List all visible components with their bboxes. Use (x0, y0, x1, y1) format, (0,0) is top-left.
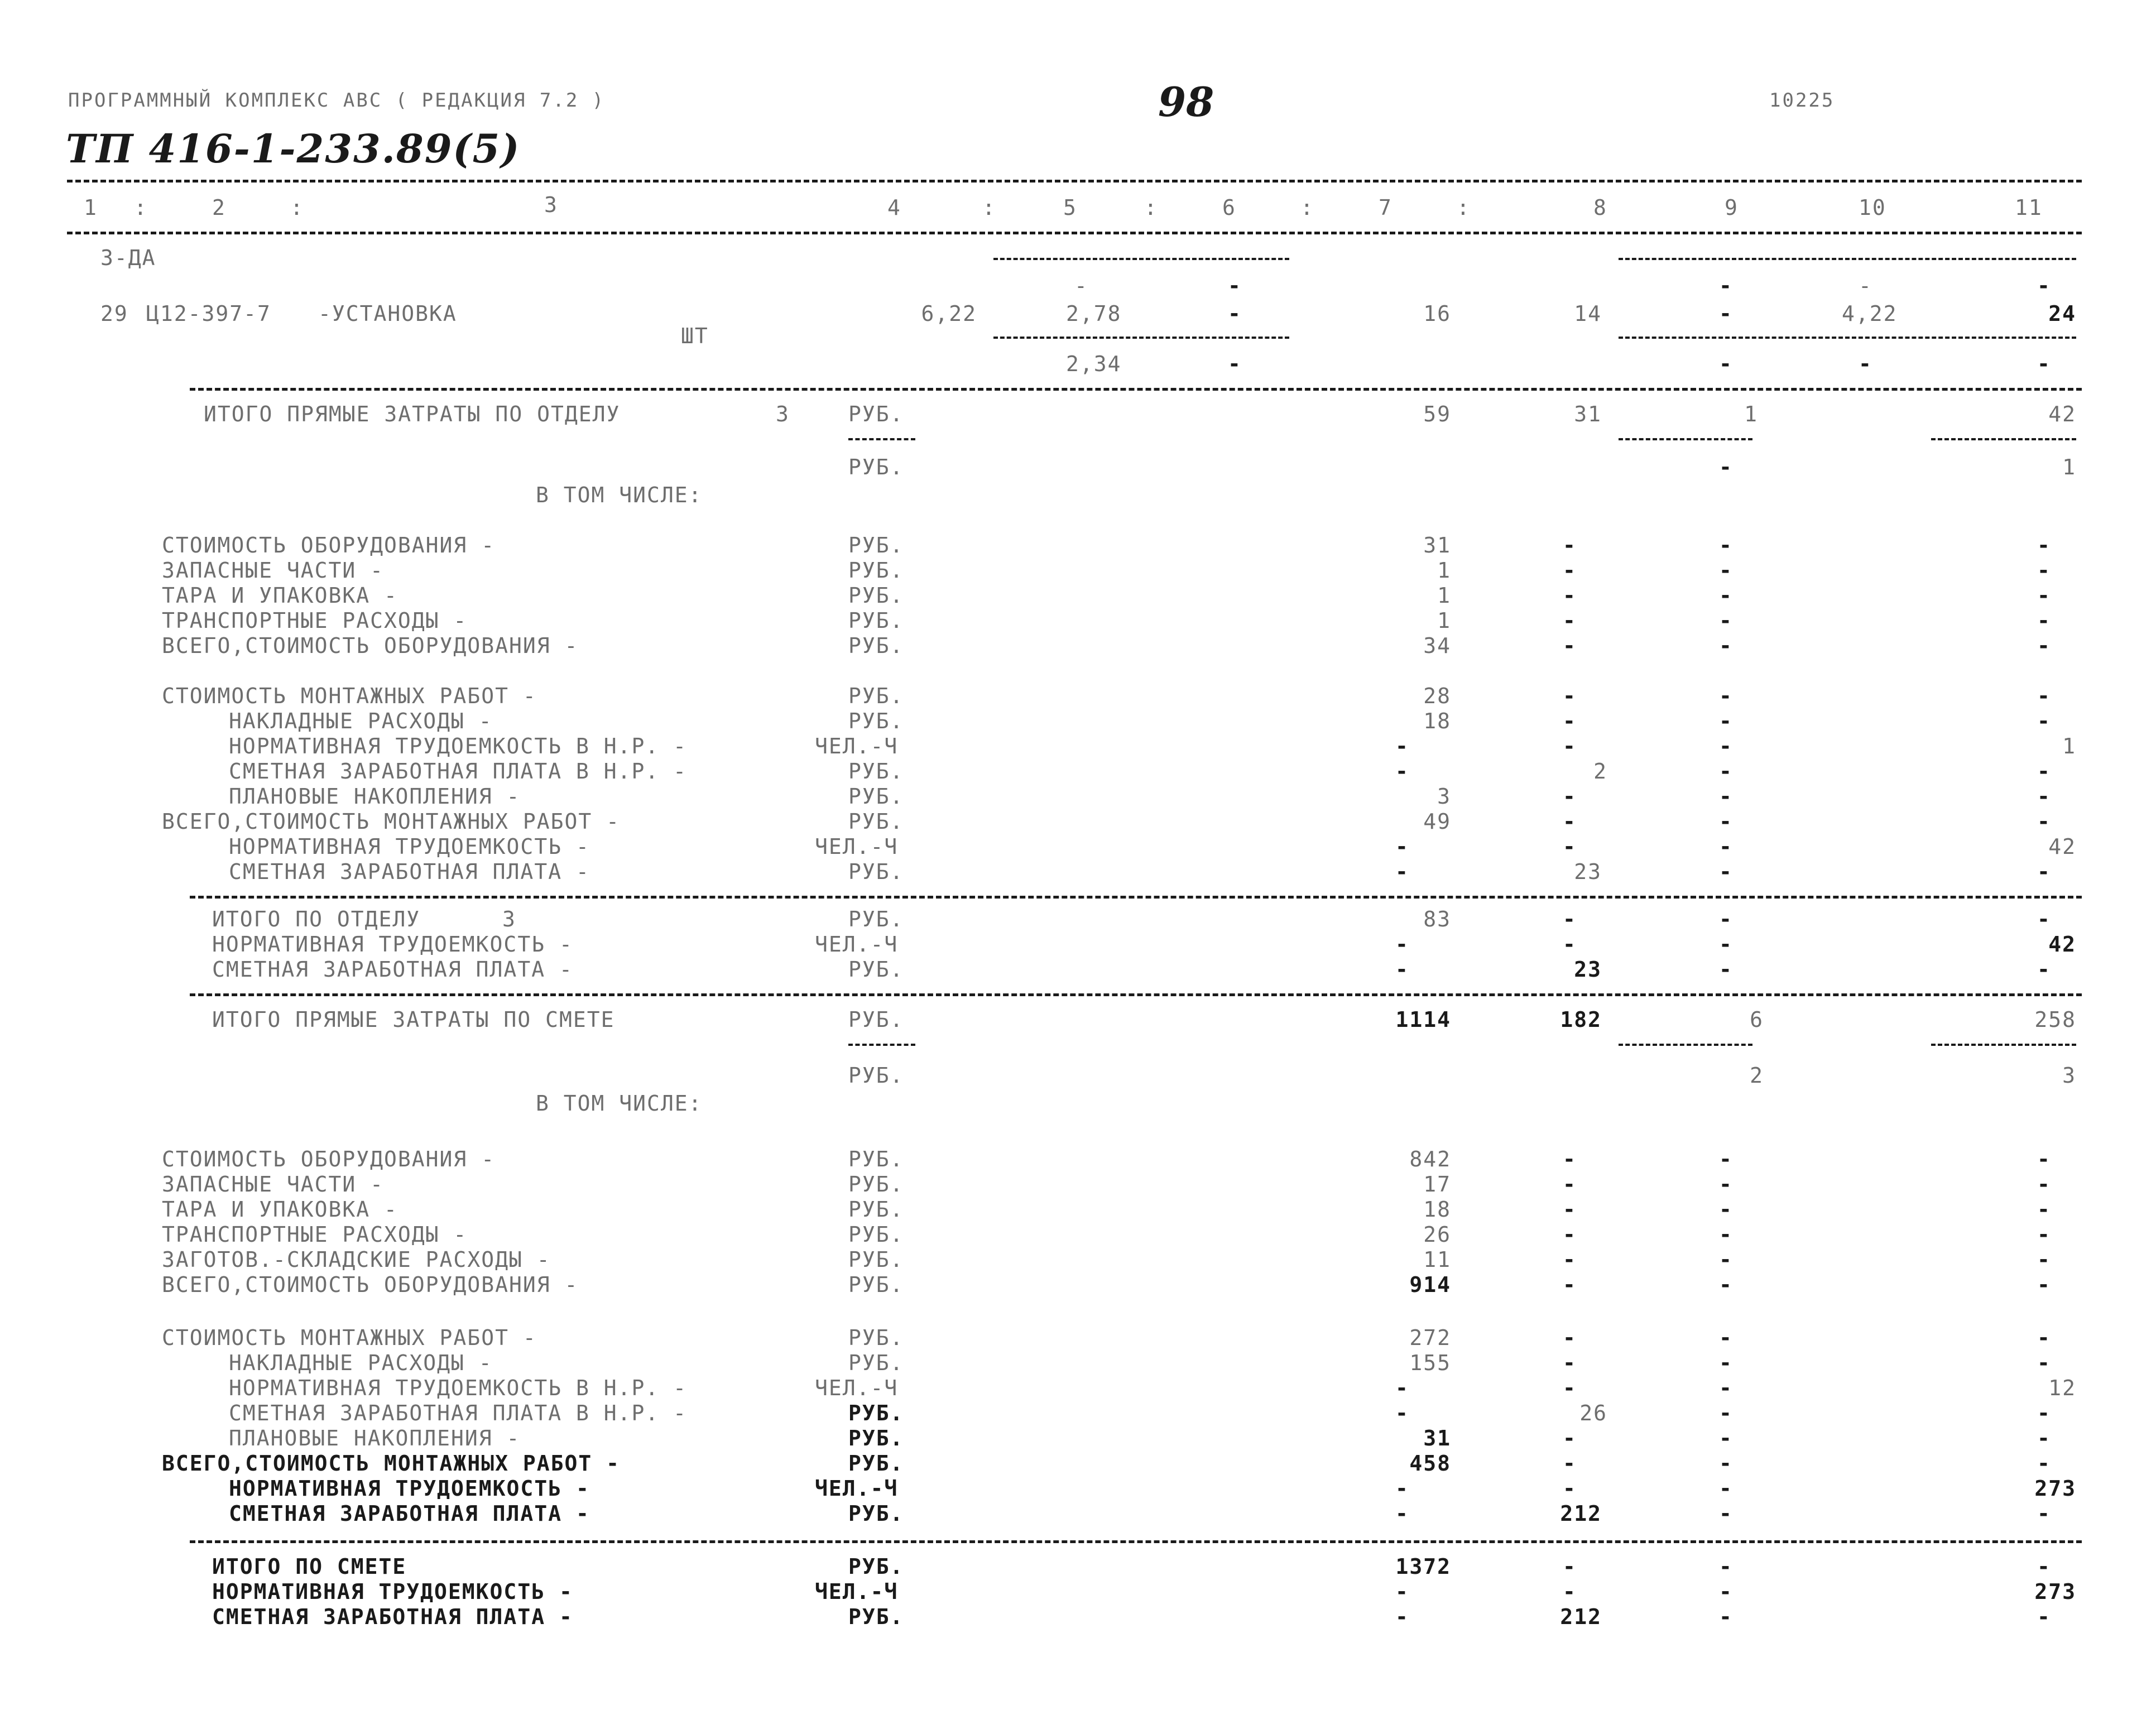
dash: - (1719, 1579, 1733, 1604)
dash: - (1859, 352, 1872, 376)
item-col11: 24 (2048, 301, 2076, 326)
unit-chelch: ЧЕЛ.-Ч (815, 1476, 899, 1501)
dash: - (2037, 684, 2051, 708)
rule (190, 896, 2082, 899)
rule (1619, 1044, 1752, 1046)
label-planned: ПЛАНОВЫЕ НАКОПЛЕНИЯ - (229, 784, 521, 809)
value: 458 (1409, 1451, 1451, 1476)
value: 42 (2048, 932, 2076, 957)
dash: - (2037, 1501, 2051, 1526)
dash: - (1395, 1476, 1409, 1501)
value: 26 (1579, 1401, 1607, 1425)
dash: - (1563, 633, 1577, 658)
program-line: ПРОГРАММНЫЙ КОМПЛЕКС АВС ( РЕДАКЦИЯ 7.2 ) (68, 89, 606, 112)
unit-rub: РУБ. (848, 633, 904, 658)
dept-direct-c8: 31 (1574, 402, 1602, 426)
unit-rub: РУБ. (848, 1007, 904, 1032)
value: 17 (1423, 1172, 1451, 1197)
dash: - (1228, 352, 1242, 376)
dash: - (1395, 1605, 1409, 1629)
dash: - (1563, 1426, 1577, 1450)
estimate-in-that: В ТОМ ЧИСЛЕ: (536, 1091, 703, 1116)
dash: - (1563, 1325, 1577, 1350)
unit-rub: РУБ. (848, 1197, 904, 1222)
dash: - (1563, 834, 1577, 859)
value: 1 (1437, 558, 1451, 583)
dash: - (2037, 533, 2051, 558)
item-qty: 6,22 (921, 301, 977, 326)
rule (67, 232, 2082, 234)
dash: - (1563, 1451, 1577, 1476)
unit-rub: РУБ. (848, 709, 904, 733)
col-num-4: 4 (887, 195, 901, 220)
dash: - (2037, 1401, 2051, 1425)
dash: - (2037, 1451, 2051, 1476)
dash: - (1719, 455, 1733, 479)
dash: - (1395, 834, 1409, 859)
unit-rub: РУБ. (848, 1501, 904, 1526)
dash: - (1563, 709, 1577, 733)
dash: - (2037, 1351, 2051, 1375)
unit-rub: РУБ. (848, 533, 904, 558)
item-col6: - (1228, 301, 1242, 326)
dash: - (1563, 1272, 1577, 1297)
value: 31 (1423, 533, 1451, 558)
unit-chelch: ЧЕЛ.-Ч (815, 734, 899, 758)
value: 3 (1437, 784, 1451, 809)
dash: - (2037, 1172, 2051, 1197)
dash: - (1563, 1147, 1577, 1171)
unit-rub: РУБ. (848, 1247, 904, 1272)
col-num-1: 1 (84, 195, 98, 220)
dash: - (1563, 1197, 1577, 1222)
dept-number: 3 (776, 402, 790, 426)
label-equipment-cost: СТОИМОСТЬ ОБОРУДОВАНИЯ - (162, 533, 496, 558)
label-planned: ПЛАНОВЫЕ НАКОПЛЕНИЯ - (229, 1426, 521, 1450)
dept-direct-c9: 1 (1744, 402, 1758, 426)
rule (190, 1540, 2082, 1543)
dash: - (1563, 1376, 1577, 1400)
dash: - (1719, 633, 1733, 658)
item-col9: - (1719, 301, 1733, 326)
dash: - (1563, 1579, 1577, 1604)
dash: - (1395, 1501, 1409, 1526)
unit-rub: РУБ. (848, 684, 904, 708)
rule (67, 180, 2082, 182)
value: 3 (2062, 1063, 2076, 1088)
dash: - (1395, 1401, 1409, 1425)
col-sep: : (1457, 195, 1471, 220)
dash: - (1719, 533, 1733, 558)
value: 42 (2048, 834, 2076, 859)
dash: - (1719, 1426, 1733, 1450)
value: 258 (2034, 1007, 2076, 1032)
label-procurement: ЗАГОТОВ.-СКЛАДСКИЕ РАСХОДЫ - (162, 1247, 551, 1272)
value: 1 (2062, 734, 2076, 758)
code-right: 10225 (1769, 89, 1835, 112)
label-wage: СМЕТНАЯ ЗАРАБОТНАЯ ПЛАТА - (212, 1605, 573, 1629)
unit-rub: РУБ. (848, 759, 904, 784)
value: 34 (1423, 633, 1451, 658)
col-num-5: 5 (1063, 195, 1077, 220)
label-equipment-total: ВСЕГО,СТОИМОСТЬ ОБОРУДОВАНИЯ - (162, 1272, 579, 1297)
dash: - (2037, 1605, 2051, 1629)
dash: - (1719, 1451, 1733, 1476)
unit-chelch: ЧЕЛ.-Ч (815, 932, 899, 957)
rule (848, 438, 915, 440)
value: 272 (1409, 1325, 1451, 1350)
dash: - (1859, 273, 1872, 298)
dash: - (1563, 809, 1577, 834)
value: 2 (1750, 1063, 1764, 1088)
dash: - (2037, 352, 2051, 376)
label-norm-labor-hr: НОРМАТИВНАЯ ТРУДОЕМКОСТЬ В Н.Р. - (229, 734, 687, 758)
unit-rub: РУБ. (848, 558, 904, 583)
value: 83 (1423, 907, 1451, 931)
dash: - (1719, 759, 1733, 784)
value: 1114 (1395, 1007, 1451, 1032)
dash: - (2037, 759, 2051, 784)
label-wage: СМЕТНАЯ ЗАРАБОТНАЯ ПЛАТА - (212, 957, 573, 982)
dash: - (1719, 834, 1733, 859)
label-transport: ТРАНСПОРТНЫЕ РАСХОДЫ - (162, 608, 468, 633)
label-mount-cost: СТОИМОСТЬ МОНТАЖНЫХ РАБОТ - (162, 1325, 537, 1350)
unit-chelch: ЧЕЛ.-Ч (815, 1579, 899, 1604)
dash: - (1563, 734, 1577, 758)
value: 1 (1437, 583, 1451, 608)
unit-rub: РУБ. (848, 455, 904, 479)
unit-rub: РУБ. (848, 809, 904, 834)
label-wage-hr: СМЕТНАЯ ЗАРАБОТНАЯ ПЛАТА В Н.Р. - (229, 1401, 687, 1425)
dash: - (1719, 352, 1733, 376)
value: 18 (1423, 1197, 1451, 1222)
dash: - (1395, 1579, 1409, 1604)
unit-rub: РУБ. (848, 784, 904, 809)
dash: - (1719, 1476, 1733, 1501)
label-spare-parts: ЗАПАСНЫЕ ЧАСТИ - (162, 1172, 385, 1197)
dash: - (1395, 932, 1409, 957)
col-sep: : (1144, 195, 1158, 220)
rule (190, 388, 2082, 391)
value: 28 (1423, 684, 1451, 708)
label-norm-labor: НОРМАТИВНАЯ ТРУДОЕМКОСТЬ - (229, 834, 590, 859)
value: 11 (1423, 1247, 1451, 1272)
dept-in-that: В ТОМ ЧИСЛЕ: (536, 483, 703, 507)
value: 6 (1750, 1007, 1764, 1032)
dash: - (1563, 1172, 1577, 1197)
col-num-2: 2 (212, 195, 226, 220)
item-col5-top: 2,78 (1066, 301, 1122, 326)
dash: - (1719, 1325, 1733, 1350)
label-wage: СМЕТНАЯ ЗАРАБОТНАЯ ПЛАТА - (229, 859, 590, 884)
document-title: ТП 416-1-233.89(5) (66, 126, 521, 172)
unit-rub: РУБ. (848, 608, 904, 633)
estimate-direct-costs-label: ИТОГО ПРЯМЫЕ ЗАТРАТЫ ПО СМЕТЕ (212, 1007, 615, 1032)
dash: - (1563, 1554, 1577, 1579)
label-overhead: НАКЛАДНЫЕ РАСХОДЫ - (229, 709, 493, 733)
dash: - (2037, 583, 2051, 608)
dash: - (1719, 1172, 1733, 1197)
dash: - (1719, 684, 1733, 708)
value: 212 (1560, 1605, 1602, 1629)
unit-rub: РУБ. (848, 1554, 904, 1579)
unit-chelch: ЧЕЛ.-Ч (815, 834, 899, 859)
estimate-total-label: ИТОГО ПО СМЕТЕ (212, 1554, 407, 1579)
dash: - (1719, 932, 1733, 957)
value: 1 (1437, 608, 1451, 633)
dash: - (2037, 1426, 2051, 1450)
label-mount-total: ВСЕГО,СТОИМОСТЬ МОНТАЖНЫХ РАБОТ - (162, 1451, 620, 1476)
dash: - (1719, 1401, 1733, 1425)
dash: - (2037, 957, 2051, 982)
dash: - (1719, 1197, 1733, 1222)
col-sep: : (982, 195, 996, 220)
dash: - (1719, 1605, 1733, 1629)
value: 18 (1423, 709, 1451, 733)
dash: - (2037, 784, 2051, 809)
unit-rub: РУБ. (848, 859, 904, 884)
label-spare-parts: ЗАПАСНЫЕ ЧАСТИ - (162, 558, 385, 583)
dash: - (2037, 1554, 2051, 1579)
rule (1619, 337, 2076, 339)
dash: - (1563, 533, 1577, 558)
dash: - (1719, 1272, 1733, 1297)
dash: - (1563, 1247, 1577, 1272)
dash: - (2037, 633, 2051, 658)
rule (1619, 258, 2076, 260)
dash: - (1563, 1476, 1577, 1501)
unit-rub: РУБ. (848, 1325, 904, 1350)
dash: - (1563, 684, 1577, 708)
dash: - (1719, 784, 1733, 809)
dash: - (1563, 1351, 1577, 1375)
dash: - (1563, 932, 1577, 957)
dash: - (2037, 709, 2051, 733)
dash: - (1395, 1376, 1409, 1400)
value: 23 (1574, 957, 1602, 982)
dept-number: 3 (502, 907, 516, 931)
item-unit: ШТ (681, 324, 709, 348)
unit-rub: РУБ. (848, 1351, 904, 1375)
dept-direct-c11: 42 (2048, 402, 2076, 426)
col-num-10: 10 (1859, 195, 1886, 220)
label-transport: ТРАНСПОРТНЫЕ РАСХОДЫ - (162, 1222, 468, 1247)
value: 273 (2034, 1476, 2076, 1501)
label-mount-total: ВСЕГО,СТОИМОСТЬ МОНТАЖНЫХ РАБОТ - (162, 809, 620, 834)
unit-rub: РУБ. (848, 1222, 904, 1247)
col-num-8: 8 (1593, 195, 1607, 220)
dash: - (2037, 809, 2051, 834)
value: 12 (2048, 1376, 2076, 1400)
value: 842 (1409, 1147, 1451, 1171)
item-col5-bottom: 2,34 (1066, 352, 1122, 376)
rule (993, 337, 1289, 339)
dash: - (1719, 734, 1733, 758)
value: 273 (2034, 1579, 2076, 1604)
dash: - (1563, 558, 1577, 583)
col-num-7: 7 (1379, 195, 1392, 220)
unit-rub: РУБ. (848, 957, 904, 982)
value: 23 (1574, 859, 1602, 884)
label-wage: СМЕТНАЯ ЗАРАБОТНАЯ ПЛАТА - (229, 1501, 590, 1526)
col-num-3: 3 (544, 193, 558, 217)
dash: - (1719, 1501, 1733, 1526)
value: 31 (1423, 1426, 1451, 1450)
unit-rub: РУБ. (848, 1426, 904, 1450)
rule (1931, 1044, 2076, 1046)
value: 914 (1409, 1272, 1451, 1297)
unit-rub: РУБ. (848, 1172, 904, 1197)
dash: - (1719, 1147, 1733, 1171)
value: 26 (1423, 1222, 1451, 1247)
dash: - (1719, 859, 1733, 884)
rule (1619, 438, 1752, 440)
label-overhead: НАКЛАДНЫЕ РАСХОДЫ - (229, 1351, 493, 1375)
dash: - (1395, 734, 1409, 758)
item-col8: 14 (1574, 301, 1602, 326)
value: 182 (1560, 1007, 1602, 1032)
dept-direct-costs-label: ИТОГО ПРЯМЫЕ ЗАТРАТЫ ПО ОТДЕЛУ (204, 402, 621, 426)
dash: - (1719, 957, 1733, 982)
unit-rub: РУБ. (848, 1147, 904, 1171)
dash: - (1719, 273, 1733, 298)
unit-rub: РУБ. (848, 1401, 904, 1425)
dept-total-label: ИТОГО ПО ОТДЕЛУ (212, 907, 421, 931)
label-norm-labor-hr: НОРМАТИВНАЯ ТРУДОЕМКОСТЬ В Н.Р. - (229, 1376, 687, 1400)
col-num-11: 11 (2015, 195, 2043, 220)
unit-rub: РУБ. (848, 907, 904, 931)
item-col7: 16 (1423, 301, 1451, 326)
dash: - (2037, 1272, 2051, 1297)
label-equipment-cost: СТОИМОСТЬ ОБОРУДОВАНИЯ - (162, 1147, 496, 1171)
col-num-6: 6 (1222, 195, 1236, 220)
item-col10: 4,22 (1842, 301, 1898, 326)
unit-chelch: ЧЕЛ.-Ч (815, 1376, 899, 1400)
unit-rub: РУБ. (848, 402, 904, 426)
value: 49 (1423, 809, 1451, 834)
label-wage-hr: СМЕТНАЯ ЗАРАБОТНАЯ ПЛАТА В Н.Р. - (229, 759, 687, 784)
label-norm-labor: НОРМАТИВНАЯ ТРУДОЕМКОСТЬ - (212, 932, 573, 957)
dash: - (1719, 1247, 1733, 1272)
dash: - (1719, 1351, 1733, 1375)
dash: - (1719, 809, 1733, 834)
dash: - (2037, 1325, 2051, 1350)
dash: - (1563, 608, 1577, 633)
dash: - (1074, 273, 1088, 298)
unit-rub: РУБ. (848, 1272, 904, 1297)
dash: - (1563, 907, 1577, 931)
dash: - (1563, 583, 1577, 608)
dash: - (1719, 907, 1733, 931)
value: 212 (1560, 1501, 1602, 1526)
dash: - (2037, 907, 2051, 931)
value: 155 (1409, 1351, 1451, 1375)
col-sep: : (134, 195, 148, 220)
unit-rub: РУБ. (848, 583, 904, 608)
label-norm-labor: НОРМАТИВНАЯ ТРУДОЕМКОСТЬ - (229, 1476, 590, 1501)
dash: - (1719, 1554, 1733, 1579)
rule (190, 993, 2082, 996)
dept-direct-c11-b: 1 (2062, 455, 2076, 479)
dash: - (2037, 1147, 2051, 1171)
rule (1931, 438, 2076, 440)
dash: - (1719, 709, 1733, 733)
label-equipment-total: ВСЕГО,СТОИМОСТЬ ОБОРУДОВАНИЯ - (162, 633, 579, 658)
unit-rub: РУБ. (848, 1605, 904, 1629)
unit-rub: РУБ. (848, 1063, 904, 1088)
label-mount-cost: СТОИМОСТЬ МОНТАЖНЫХ РАБОТ - (162, 684, 537, 708)
label-norm-labor: НОРМАТИВНАЯ ТРУДОЕМКОСТЬ - (212, 1579, 573, 1604)
dash: - (1395, 957, 1409, 982)
dash: - (1395, 859, 1409, 884)
dash: - (2037, 1247, 2051, 1272)
label-packaging: ТАРА И УПАКОВКА - (162, 583, 398, 608)
rule (993, 258, 1289, 260)
dash: - (2037, 859, 2051, 884)
dash: - (1719, 608, 1733, 633)
dash: - (1719, 1222, 1733, 1247)
dash: - (2037, 273, 2051, 298)
dash: - (1395, 759, 1409, 784)
dash: - (1228, 273, 1242, 298)
rule (848, 1044, 915, 1046)
unit-rub: РУБ. (848, 1451, 904, 1476)
value: 1372 (1395, 1554, 1451, 1579)
dept-direct-c7: 59 (1423, 402, 1451, 426)
label-packaging: ТАРА И УПАКОВКА - (162, 1197, 398, 1222)
col-sep: : (1300, 195, 1314, 220)
col-num-9: 9 (1725, 195, 1739, 220)
item-code: Ц12-397-7 (146, 301, 271, 326)
col-sep: : (290, 195, 304, 220)
item-name: -УСТАНОВКА (318, 301, 457, 326)
item-number: 29 (100, 301, 128, 326)
dash: - (1719, 1376, 1733, 1400)
section-label: 3-ДА (100, 246, 156, 270)
dash: - (2037, 608, 2051, 633)
dash: - (1719, 583, 1733, 608)
dash: - (2037, 1222, 2051, 1247)
dash: - (2037, 558, 2051, 583)
page-number: 98 (1158, 78, 1214, 126)
dash: - (1563, 784, 1577, 809)
value: 2 (1593, 759, 1607, 784)
dash: - (1563, 1222, 1577, 1247)
dash: - (1719, 558, 1733, 583)
dash: - (2037, 1197, 2051, 1222)
